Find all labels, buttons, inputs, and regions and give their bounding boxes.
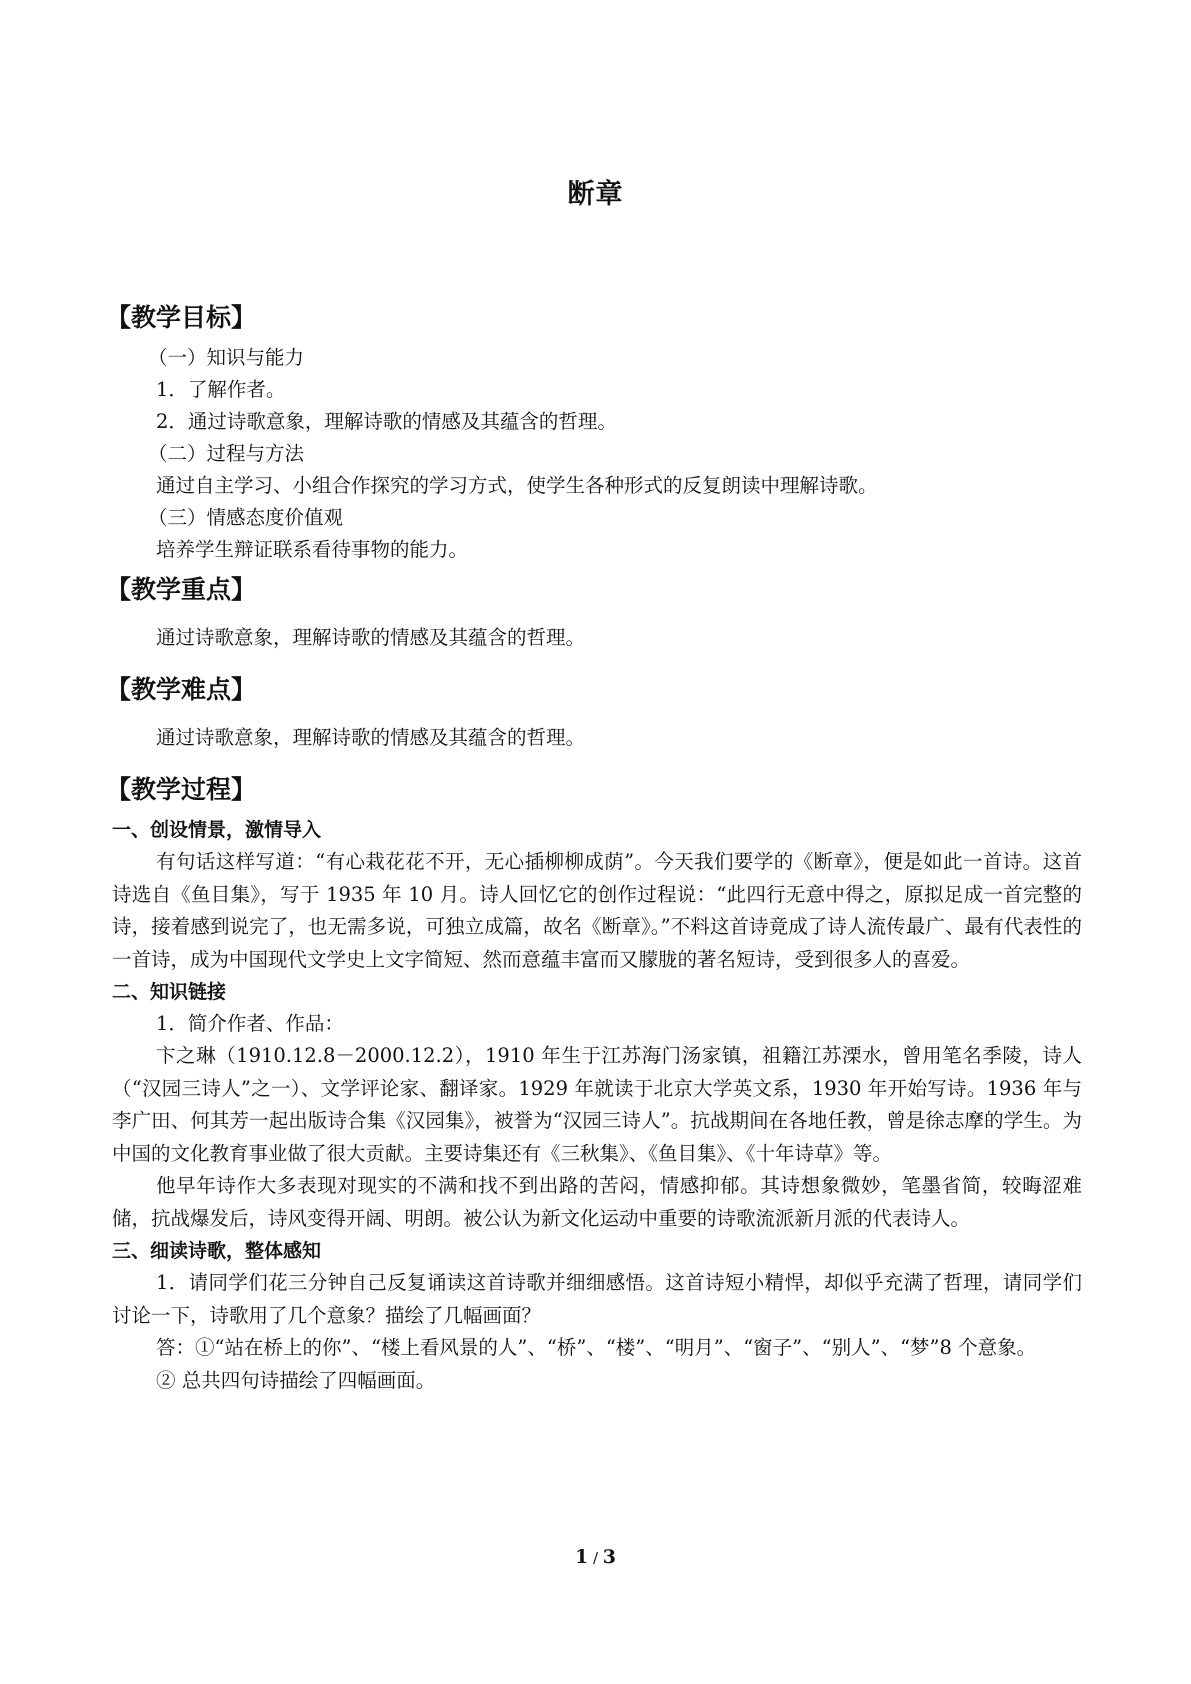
subheading-process: （二）过程与方法 — [148, 442, 305, 465]
goal-process-text: 通过自主学习、小组合作探究的学习方式，使学生各种形式的反复朗读中理解诗歌。 — [156, 474, 878, 497]
heading-key-points: 【教学重点】 — [106, 575, 257, 604]
goal-emotion-text: 培养学生辩证联系看待事物的能力。 — [156, 538, 469, 561]
heading-teaching-process: 【教学过程】 — [106, 775, 257, 804]
process-part2-author-intro: 卞之琳（1910.12.8－2000.12.2），1910 年生于江苏海门汤家镇，祖籍江苏溧水，曾用笔名季陵，诗人（“汉园三诗人”之一）、文学评论家、翻译家。1929 年就读于北京大学英文系，1930 年开始写诗。1936 年与李广田、何其芳一起出版诗合集《汉园集》，被誉为“汉园三诗人”。抗战期间在各地任教，曾是徐志摩的学生。为中国的文化教育事业做了很大贡献。主要诗集还有《三秋集》、《鱼目集》、《十年诗草》等。 — [112, 1044, 1082, 1165]
process-part3-answer-2: ② 总共四句诗描绘了四幅画面。 — [156, 1368, 436, 1392]
process-part2-style-text: 他早年诗作大多表现对现实的不满和找不到出路的苦闷，情感抑郁。其诗想象微妙，笔墨省简，较晦涩难储，抗战爆发后，诗风变得开阔、明朗。被公认为新文化运动中重要的诗歌流派新月派的代表诗人。 — [112, 1174, 1082, 1230]
page-title: 断章 — [567, 179, 624, 210]
goal-item-1: 1．了解作者。 — [156, 378, 286, 401]
process-part3-answer-1: 答：①“站在桥上的你”、“楼上看风景的人”、“桥”、“楼”、“明月”、“窗子”、“别人”、“梦”8 个意象。 — [156, 1336, 1037, 1359]
process-part1-heading: 一、创设情景，激情导入 — [112, 819, 322, 841]
key-points-text: 通过诗歌意象，理解诗歌的情感及其蕴含的哲理。 — [156, 626, 586, 649]
process-part3-heading: 三、细读诗歌，整体感知 — [112, 1240, 322, 1262]
page-current: 1 — [574, 1546, 589, 1568]
process-part3-question: 1．请同学们花三分钟自己反复诵读这首诗歌并细细感悟。这首诗短小精悍，却似乎充满了哲理，请同学们讨论一下，诗歌用了几个意象？描绘了几幅画面？ — [112, 1271, 1082, 1327]
document-body — [106, 300, 1082, 1397]
process-part1-text: 有句话这样写道：“有心栽花花不开，无心插柳柳成荫”。今天我们要学的《断章》，便是如此一首诗。这首诗选自《鱼目集》，写于 1935 年 10 月。诗人回忆它的创作过程说：“此四行无意中得之，原拟足成一首完整的诗，接着感到说完了，也无需多说，可独立成篇，故名《断章》。”不料这首诗竟成了诗人流传最广、最有代表性的一首诗，成为中国现代文学史上文字简短、然而意蕴丰富而又朦胧的著名短诗，受到很多人的喜爱。 — [112, 850, 1082, 971]
subheading-emotion: （三）情感态度价值观 — [148, 506, 344, 529]
page-total: 3 — [602, 1546, 617, 1568]
difficulties-text: 通过诗歌意象，理解诗歌的情感及其蕴含的哲理。 — [156, 726, 586, 749]
heading-difficulties: 【教学难点】 — [106, 675, 257, 704]
subheading-knowledge: （一）知识与能力 — [148, 346, 305, 369]
page-number — [0, 1546, 1191, 1568]
page-separator: / — [588, 1549, 603, 1567]
goal-item-2: 2．通过诗歌意象，理解诗歌的情感及其蕴含的哲理。 — [156, 410, 617, 433]
heading-teaching-goals: 【教学目标】 — [106, 303, 257, 332]
process-part2-item1: 1．简介作者、作品： — [156, 1012, 344, 1035]
process-part2-heading: 二、知识链接 — [112, 981, 227, 1003]
